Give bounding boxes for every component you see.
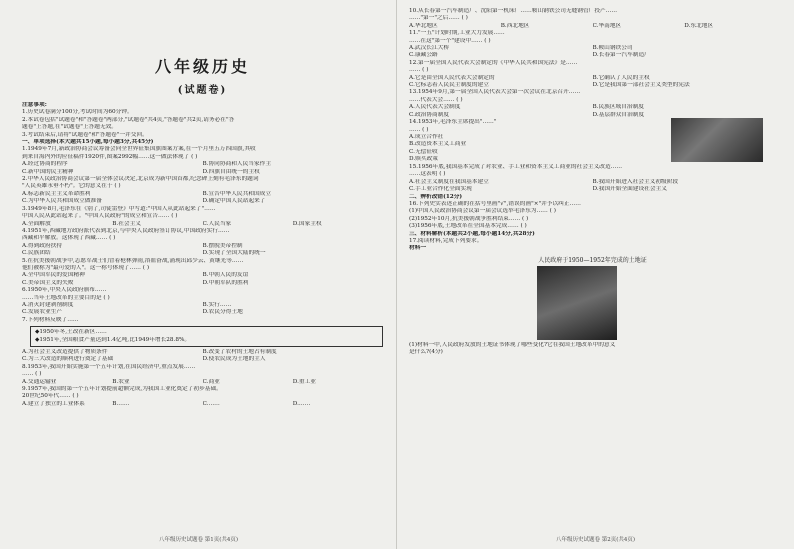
judge-item-2: (2)1952年10月,抗美援朝战争胜利结束…… ( ) <box>409 215 529 222</box>
option-c: C.手工业合作化全面实现 <box>409 186 472 193</box>
option-a: A.为社会主义改造提供了物质条件 <box>22 349 108 355</box>
option-d: D.确定中国人民站起来了 <box>202 198 266 205</box>
q12-text-cont: …… ( ) <box>409 67 429 74</box>
box-line-2: ◆1951年,全国粮食产量达到1.4亿吨,比1949年增长28.8%。 <box>35 336 191 343</box>
q4-text-cont: 西藏和平解放。这体现了西藏…… ( ) <box>22 235 116 242</box>
option-a: A.人民代表大会制度 <box>409 104 461 111</box>
q14-block <box>409 134 776 164</box>
option-d: D.中朝军队的胜利 <box>202 279 249 286</box>
option-b: B.西北地区 <box>500 22 530 29</box>
page-title: 八年级历史 <box>154 57 250 76</box>
option-c: C.无偿征收 <box>409 148 438 155</box>
option-a: A.华北地区 <box>409 22 438 29</box>
q12-options-2 <box>409 82 776 89</box>
box-line-1: ◆1950年冬,土改在新区…… <box>35 329 107 336</box>
figure-area <box>409 266 776 342</box>
option-d: D.重工业 <box>292 378 316 385</box>
q2-options-2 <box>22 198 383 205</box>
q5-text: 5.在抗美援朝战争中,志愿军战士们冒着枪林弹雨,浴血奋战,涌现出邱少云、黄继光等…… <box>22 257 244 264</box>
option-b: B.改变了农村的土地占有制度 <box>202 349 277 355</box>
q2-text: 2.中华人民政治协商会议第一届全体会议决定,北京成为新中国首都,纪念碑上刻有毛泽东的题词 <box>22 176 259 183</box>
figure-caption: 人民政府于1950—1952年完成的土地证 <box>538 256 647 264</box>
option-d: D.长春第一汽车制造厂 <box>592 52 650 59</box>
option-c: C.发展农业生产 <box>22 309 63 316</box>
option-b: B.我国开始进入社会主义初级阶段 <box>592 178 679 185</box>
q11-text: 11."一五"计划时期,工业大力发展…… <box>409 30 505 37</box>
q5-options-2 <box>22 280 383 287</box>
q17-ask-cont: 是什么?(4分) <box>409 349 443 356</box>
q17-text: 17.阅读材料,完成下列要求。 <box>409 237 483 244</box>
q5-options <box>22 272 383 279</box>
land-certificate-image <box>537 266 617 340</box>
option-c: C.民族团结 <box>22 250 51 257</box>
page-footer-right: 八年级历史试题卷 第2页(共4页) <box>555 537 636 543</box>
q9-options <box>22 401 383 408</box>
option-a: A.全中国军民的爱国精神 <box>22 272 85 279</box>
q12-options <box>409 75 776 82</box>
option-a: A.社会主义制度在我国基本建立 <box>409 178 489 185</box>
option-d: D.使农民成为土地的主人 <box>202 356 266 363</box>
q7-options-2 <box>22 356 383 363</box>
option-c: C.为三大改造的顺利进行奠定了基础 <box>22 356 114 363</box>
section-1-heading: 一、单项选择(本大题共15小题,每小题3分,共45分) <box>22 139 154 146</box>
material-label: 材料一 <box>409 245 427 252</box>
section-2-heading: 二、辨析改错(12分) <box>409 193 463 200</box>
page-subtitle: (试题卷) <box>177 85 228 96</box>
q6-options-2 <box>22 309 383 316</box>
option-a: A.交通运输业 <box>22 378 57 385</box>
q7-material-box <box>30 326 383 347</box>
option-b: B.鞍山钢铁公司 <box>592 45 633 52</box>
q10-options <box>409 23 776 30</box>
option-b: B.社会主义 <box>112 220 141 227</box>
option-b: B.协同协商和人民当家作主 <box>202 161 272 168</box>
option-b: B.宣告中华人民共和国成立 <box>202 190 272 197</box>
q8-options <box>22 379 383 386</box>
option-d: D.农民分得土地 <box>202 309 243 316</box>
note-2-cont: 题卷"上答题,在"试题卷"上答题无效。 <box>22 124 117 131</box>
q2-options <box>22 191 383 198</box>
note-3: 3.考试结束后,请将"试题卷"和"答题卷"一并交回。 <box>22 131 148 138</box>
q10-text-cont: ……"第一"之后…… ( ) <box>409 15 468 22</box>
option-d: D.它是我国第一部社会主义类型的宪法 <box>592 82 690 89</box>
option-c: C.它标志着人民民主制度的建立 <box>409 82 489 89</box>
q7-text: 7.下列材料反映了…… <box>22 316 79 323</box>
q3-options <box>22 221 383 228</box>
option-d: D.我国开始全面建设社会主义 <box>592 186 667 193</box>
option-d: D.东北地区 <box>684 22 714 29</box>
q15-text: 15.1956年底,我国基本完成了对农业、手工业和资本主义工商业的社会主义改造…… <box>409 163 623 170</box>
q9-text-cont: 20世纪50年代…… ( ) <box>22 393 79 400</box>
option-c: C.康藏公路 <box>409 52 438 59</box>
option-a: A.武汉长江大桥 <box>409 45 450 52</box>
option-d: D.实现了全国大陆的统一 <box>202 250 266 257</box>
q1-options-2 <box>22 169 383 176</box>
q6-text-cont: ……当年土地改革的主要目的是 ( ) <box>22 294 110 301</box>
q14-text-cont: …… ( ) <box>409 126 429 133</box>
page-footer-left: 八年级历史试题卷 第1页(共4页) <box>158 537 239 543</box>
option-c: C.美帝国主义的失败 <box>22 279 74 286</box>
option-a: A.全面解放 <box>22 220 51 227</box>
option-b: B.改造资本主义工商业 <box>409 141 467 148</box>
option-a: A.成立合作社 <box>409 133 444 140</box>
option-a: A.经过协商的程序 <box>22 161 68 168</box>
q3-text-cont: 中国人民从此站起来了。"中国人民政府"的成立和宣告…… ( ) <box>22 213 178 220</box>
q11-text-cont: ……在这"第一个"建设中…… ( ) <box>409 37 491 44</box>
q10-text: 10.从长春第一汽车制造厂、沈阳第一机床厂……鞍山钢铁公司无缝钢管厂投产…… <box>409 8 618 14</box>
q14-photo <box>671 118 763 162</box>
option-c: C.为中华人民共和国成立做准备 <box>22 198 102 205</box>
judge-item-3: (3)1956年底,土地改革在全国基本完成…… ( ) <box>409 223 527 230</box>
q1-text-cont: 到来自海内外的应征稿件1920件,图案2992幅……这一做法体现了 ( ) <box>22 153 198 160</box>
q8-text-cont: …… ( ) <box>22 371 42 378</box>
option-c: C.人民当家 <box>202 220 232 227</box>
judge-intro: 16.下列史实表述正确的在括号里画"√",错误的画"×"并予以纠正…… <box>409 200 581 207</box>
option-d: D.四旗自由统一的主权 <box>202 168 260 175</box>
option-b: B.摆脱美帝控制 <box>202 242 243 249</box>
q6-options <box>22 302 383 309</box>
q11-options-2 <box>409 52 776 59</box>
q17-ask: (1)材料一中,人民政府发放的土地证书体现了哪些变化?它在我国土地改革中的意义 <box>409 341 616 348</box>
q14-text: 14.1953年,毛泽东主席提出"……" <box>409 119 497 126</box>
q6-text: 6.1950年,中央人民政府颁布…… <box>22 287 107 294</box>
q9-text: 9.1957年,我国的第一个五年计划提前超额完成,为我国工业化奠定了初步基础。 <box>22 386 222 393</box>
option-b: B.民族区域自治制度 <box>592 104 644 111</box>
option-d: D.基层群众自治制度 <box>592 111 645 118</box>
q15-options <box>409 179 776 186</box>
q7-options <box>22 349 383 356</box>
option-a: A.消灭封建剥削制度 <box>22 301 74 308</box>
option-c: C.新中国的民主精神 <box>22 168 74 175</box>
note-2: 2.本试卷包括"试题卷"和"答题卷"两部分,"试题卷"共4页,"答题卷"共2页,请务必在"答 <box>22 116 235 123</box>
q2-text-cont: "人民英雄永垂不朽"。它的意义在于 ( ) <box>22 183 121 190</box>
q1-text: 1.1949年7月,新政治协商会议筹备会向全世界征集国旗图案方案,在一个月里五万四国旗,其收 <box>22 146 256 153</box>
section-3-heading: 三、材料解析(本题共2小题,每小题14分,共28分) <box>409 230 535 237</box>
q15-text-cont: ……这表明 ( ) <box>409 171 446 178</box>
page-right <box>397 0 794 549</box>
option-d: D.国家主权 <box>292 220 322 227</box>
option-b: B.…… <box>112 400 130 407</box>
q13-text: 13.1954年9月,第一届全国人民代表大会第一次会议在北京召开…… <box>409 89 581 96</box>
option-c: C.华南地区 <box>592 22 622 29</box>
option-b: B.实行…… <box>202 301 232 308</box>
note-1: 1.历史试卷满分100分,考试时间为60分钟。 <box>22 109 133 116</box>
q1-options <box>22 161 383 168</box>
judge-item-1: (1)中国人民政治协商会议第一届会议选举毛泽东为…… ( ) <box>409 208 556 215</box>
q8-text: 8.1953年,我国开始实施第一个五年计划,在国民经济中,重点发展…… <box>22 363 196 370</box>
q4-options <box>22 243 383 250</box>
q3-text: 3.1949年8月,毛泽东在《别了,司徒雷登》中写道:"中国人从此站起来了"…… <box>22 205 216 212</box>
option-b: B.中朝人民的友谊 <box>202 272 249 279</box>
q4-options-2 <box>22 250 383 257</box>
q11-options <box>409 45 776 52</box>
option-d: D.…… <box>292 400 311 407</box>
q12-text: 12.第一届全国人民代表大会制定的《中华人民共和国宪法》是…… <box>409 59 578 66</box>
option-a: A.建立了独立的工业体系 <box>22 400 85 407</box>
q13-text-cont: ……代表大会…… ( ) <box>409 96 463 103</box>
option-c: C.商业 <box>202 378 220 385</box>
option-d: D.赎买政策 <box>409 156 438 163</box>
option-a: A.标志新民主主义革命胜利 <box>22 190 91 197</box>
q15-options-2 <box>409 186 776 193</box>
q13-options <box>409 104 776 111</box>
option-b: B.它确认了人民的主权 <box>592 74 650 81</box>
notes-heading: 注意事项: <box>22 102 47 108</box>
option-a: A.它是由全国人民代表大会制定的 <box>409 74 495 81</box>
option-a: A.得到政府扶持 <box>22 242 63 249</box>
q5-text-cont: 他们被称为"最可爱的人"。这一称号体现了…… ( ) <box>22 264 150 271</box>
option-c: C.政治协商制度 <box>409 111 450 118</box>
option-b: B.农业 <box>112 378 130 385</box>
option-c: C.…… <box>202 400 220 407</box>
q4-text: 4.1951年,西藏地方政府派代表到北京,与中央人民政府签订协议,中国政府实行…… <box>22 227 230 234</box>
